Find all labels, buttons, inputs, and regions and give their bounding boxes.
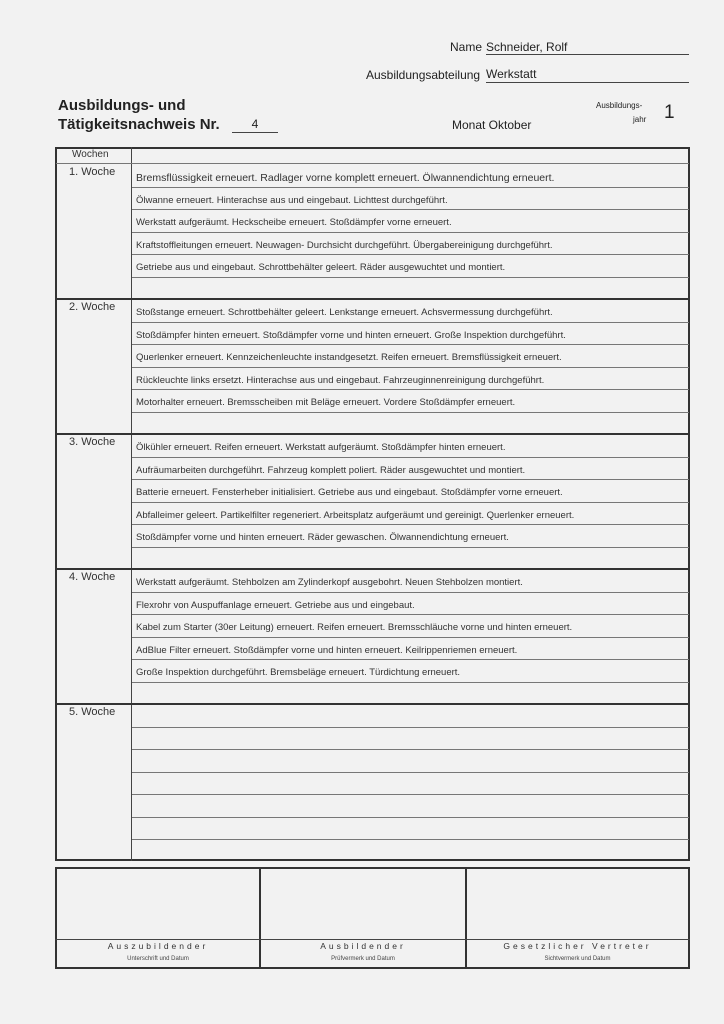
row-line: [132, 232, 689, 233]
row-line: [132, 772, 689, 773]
signature-area-trainer[interactable]: [261, 869, 465, 939]
activity-entry[interactable]: Batterie erneuert. Fensterheber initialisiert. Getriebe aus und eingebaut. Stoßdämpfer vorne erneuert.: [136, 487, 563, 498]
week-label: 3. Woche: [69, 436, 116, 448]
report-number-field[interactable]: 4: [232, 117, 278, 133]
week-label: 5. Woche: [69, 706, 116, 718]
row-line: [132, 344, 689, 345]
row-line: [132, 277, 689, 278]
week-separator: [56, 568, 689, 570]
signature-area-trainee[interactable]: [57, 869, 259, 939]
row-line: [132, 254, 689, 255]
row-line: [132, 457, 689, 458]
week-separator: [56, 433, 689, 435]
training-year-value: 1: [664, 102, 675, 123]
activity-entry[interactable]: [136, 780, 687, 793]
row-line: [132, 479, 689, 480]
signature-role-trainer: Ausbildender: [320, 941, 406, 951]
signature-area-guardian[interactable]: [467, 869, 688, 939]
activity-entry[interactable]: Bremsflüssigkeit erneuert. Radlager vorne komplett erneuert. Ölwannendichtung erneuert.: [136, 172, 555, 184]
activity-entry[interactable]: Rückleuchte links ersetzt. Hinterachse aus und eingebaut. Fahrzeuginnenreinigung durchgeführt.: [136, 375, 545, 386]
activity-entry[interactable]: [136, 757, 687, 770]
training-year-label-1: Ausbildungs-: [596, 101, 643, 110]
activity-entry[interactable]: Große Inspektion durchgeführt. Bremsbeläge erneuert. Türdichtung erneuert.: [136, 667, 461, 678]
activity-entry[interactable]: [136, 420, 687, 433]
week-label: 4. Woche: [69, 571, 116, 583]
activity-entry[interactable]: Querlenker erneuert. Kennzeichenleuchte instandgesetzt. Reifen erneuert. Bremsflüssigkeit erneuert.: [136, 352, 562, 363]
activity-entry[interactable]: Aufräumarbeiten durchgeführt. Fahrzeug komplett poliert. Räder ausgewuchtet und montiert.: [136, 465, 526, 476]
activity-entry[interactable]: [136, 802, 687, 815]
activity-entry[interactable]: Stoßstange erneuert. Schrottbehälter geleert. Lenkstange erneuert. Achsvermessung durchgeführt.: [136, 307, 553, 318]
row-line: [132, 659, 689, 660]
department-field[interactable]: Werkstatt: [486, 67, 689, 83]
row-line: [132, 592, 689, 593]
activity-entry[interactable]: Getriebe aus und eingebaut. Schrottbehälter geleert. Räder ausgewuchtet und montiert.: [136, 262, 506, 273]
activity-entry[interactable]: Stoßdämpfer vorne und hinten erneuert. Räder gewaschen. Ölwannendichtung erneuert.: [136, 532, 509, 543]
row-line: [132, 794, 689, 795]
name-label: Name: [450, 40, 483, 54]
signature-label-divider: [55, 939, 690, 940]
name-field[interactable]: Schneider, Rolf: [486, 40, 689, 55]
row-line: [132, 749, 689, 750]
row-line: [132, 389, 689, 390]
activity-entry[interactable]: [136, 555, 687, 568]
activity-entry[interactable]: [136, 690, 687, 703]
activity-entry[interactable]: [136, 285, 687, 298]
row-line: [132, 727, 689, 728]
week-separator: [56, 298, 689, 300]
activity-entry[interactable]: AdBlue Filter erneuert. Stoßdämpfer vorne und hinten erneuert. Keilrippenriemen erneuert.: [136, 645, 518, 656]
activity-entry[interactable]: [136, 847, 687, 860]
row-line: [132, 817, 689, 818]
activity-entry[interactable]: Abfalleimer geleert. Partikelfilter regeneriert. Arbeitsplatz aufgeräumt und gereinigt. Querlenker erneuert.: [136, 510, 575, 521]
row-line: [132, 502, 689, 503]
signature-role-trainee: Auszubildender: [107, 941, 209, 951]
activity-entry[interactable]: [136, 712, 687, 725]
signature-sub-guardian: Sichtvermerk und Datum: [544, 956, 611, 962]
document-title-line1: Ausbildungs- und: [58, 97, 186, 114]
week-label: 2. Woche: [69, 301, 116, 313]
activity-entry[interactable]: Kraftstoffleitungen erneuert. Neuwagen- Durchsicht durchgeführt. Übergabereinigung durchgeführt.: [136, 240, 553, 251]
row-line: [132, 614, 689, 615]
signature-sub-trainer: Prüfvermerk und Datum: [331, 956, 395, 962]
activity-entry[interactable]: Werkstatt aufgeräumt. Stehbolzen am Zylinderkopf ausgebohrt. Neuen Stehbolzen montiert.: [136, 577, 523, 588]
row-line: [132, 322, 689, 323]
row-line: [132, 209, 689, 210]
department-label: Ausbildungsabteilung: [366, 68, 481, 82]
row-line: [132, 547, 689, 548]
activity-entry[interactable]: Werkstatt aufgeräumt. Heckscheibe erneuert. Stoßdämpfer vorne erneuert.: [136, 217, 452, 228]
signature-sub-trainee: Unterschrift und Datum: [127, 956, 189, 962]
activity-entry[interactable]: Motorhalter erneuert. Bremsscheiben mit Beläge erneuert. Vordere Stoßdämpfer erneuert.: [136, 397, 516, 408]
activity-entry[interactable]: Flexrohr von Auspuffanlage erneuert. Getriebe aus und eingebaut.: [136, 600, 415, 611]
activity-entry[interactable]: Kabel zum Starter (30er Leitung) erneuert. Reifen erneuert. Bremsschläuche vorne und hinten erneuert.: [136, 622, 573, 633]
row-line: [132, 682, 689, 683]
row-line: [132, 187, 689, 188]
header-row-divider: [56, 163, 689, 164]
activity-entry[interactable]: [136, 825, 687, 838]
weeks-column-header: Wochen: [72, 149, 109, 160]
activity-entry[interactable]: [136, 735, 687, 748]
activity-entry[interactable]: Ölwanne erneuert. Hinterachse aus und eingebaut. Lichttest durchgeführt.: [136, 195, 448, 206]
row-line: [132, 412, 689, 413]
week-separator: [56, 703, 689, 705]
activity-entry[interactable]: Ölkühler erneuert. Reifen erneuert. Werkstatt aufgeräumt. Stoßdämpfer hinten erneuert.: [136, 442, 506, 453]
row-line: [132, 637, 689, 638]
row-line: [132, 367, 689, 368]
training-year-label-2: jahr: [633, 115, 647, 124]
document-title-line2: Tätigkeitsnachweis Nr.: [58, 116, 220, 133]
signature-role-guardian: Gesetzlicher Vertreter: [503, 941, 652, 951]
month-label: Monat Oktober: [452, 118, 532, 132]
row-line: [132, 839, 689, 840]
row-line: [132, 524, 689, 525]
week-label: 1. Woche: [69, 166, 116, 178]
activity-entry[interactable]: Stoßdämpfer hinten erneuert. Stoßdämpfer vorne und hinten erneuert. Große Inspektion durchgeführt.: [136, 330, 566, 341]
